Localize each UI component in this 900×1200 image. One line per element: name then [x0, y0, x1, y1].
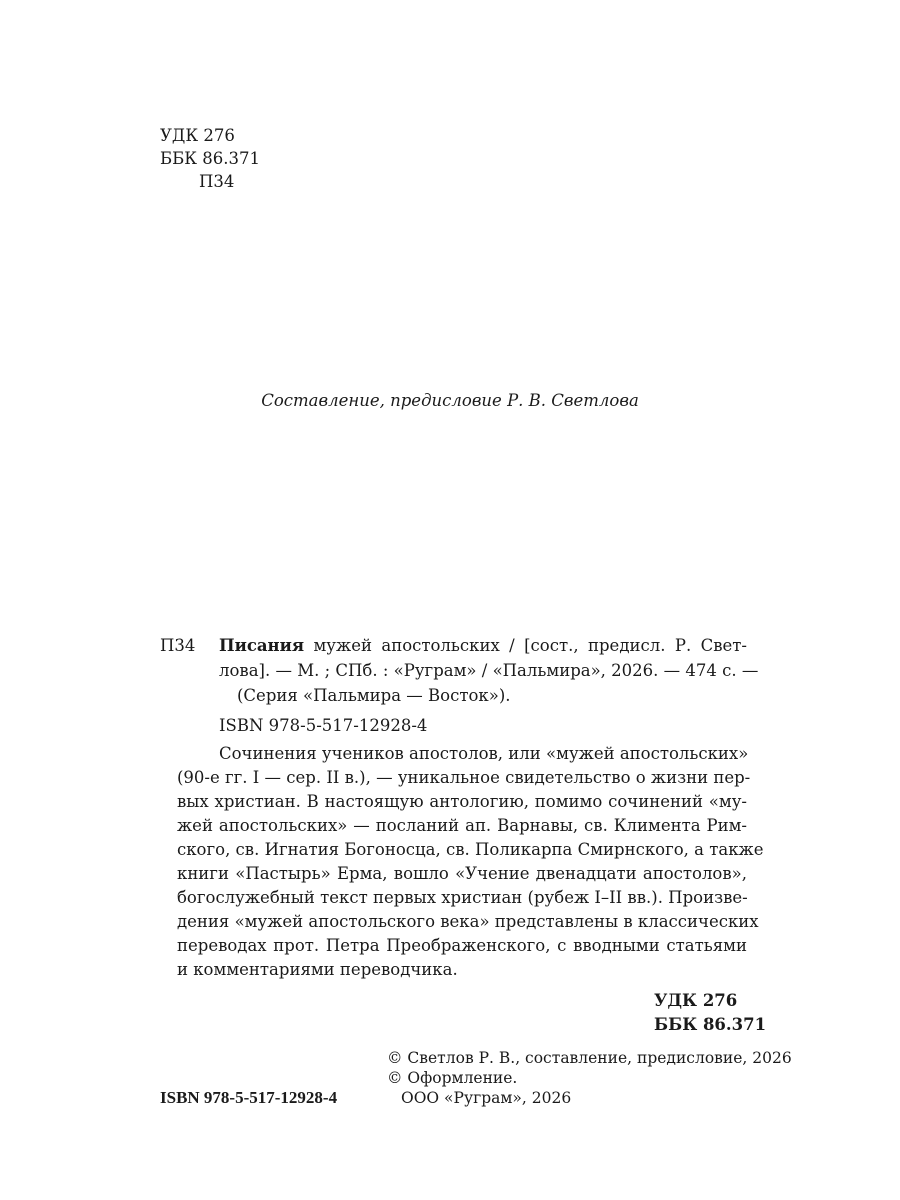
udk-header: УДК 276: [160, 126, 235, 145]
annotation-line: дения «мужей апостольского века» представлены в классических: [177, 912, 759, 931]
author-sign-header: П34: [199, 172, 235, 191]
annotation-line: Сочинения учеников апостолов, или «мужей апостольских»: [219, 744, 749, 763]
catalog-title-rest: мужей апостольских / [сост., предисл. Р. Свет-: [313, 636, 747, 655]
catalog-isbn: ISBN 978-5-517-12928-4: [219, 716, 428, 735]
catalog-udk: УДК 276: [654, 991, 738, 1010]
bbk-header: ББК 86.371: [160, 149, 260, 168]
annotation-line: вых христиан. В настоящую антологию, помимо сочинений «му-: [177, 792, 747, 811]
annotation-line: переводах прот. Петра Преображенского, с вводными статьями: [177, 936, 747, 955]
copyright-line: © Светлов Р. В., составление, предисловие, 2026: [387, 1049, 792, 1067]
footer-isbn: ISBN 978-5-517-12928-4: [160, 1088, 338, 1107]
copyright-line: © Оформление.: [387, 1069, 518, 1087]
catalog-imprint-line: лова]. — М. ; СПб. : «Руграм» / «Пальмира», 2026. — 474 с. —: [219, 661, 759, 680]
catalog-title: Писания: [219, 636, 305, 655]
catalog-series-line: (Серия «Пальмира — Восток»).: [237, 686, 511, 705]
catalog-author-sign: П34: [160, 636, 196, 655]
annotation-line: богослужебный текст первых христиан (рубеж I–II вв.). Произве-: [177, 888, 748, 907]
copyright-line: ООО «Руграм», 2026: [401, 1089, 572, 1107]
annotation-line: и комментариями переводчика.: [177, 960, 458, 979]
catalog-bbk: ББК 86.371: [654, 1015, 767, 1034]
compiler-credit: Составление, предисловие Р. В. Светлова: [261, 391, 639, 410]
annotation-line: книги «Пастырь» Ерма, вошло «Учение двенадцати апостолов»,: [177, 864, 747, 883]
annotation-line: (90-е гг. I — сер. II в.), — уникальное свидетельство о жизни пер-: [177, 768, 751, 787]
annotation-line: ского, св. Игнатия Богоносца, св. Поликарпа Смирнского, а также: [177, 840, 764, 859]
catalog-title-line: [219, 638, 747, 655]
annotation-line: жей апостольских» — посланий ап. Варнавы, св. Климента Рим-: [177, 816, 747, 835]
